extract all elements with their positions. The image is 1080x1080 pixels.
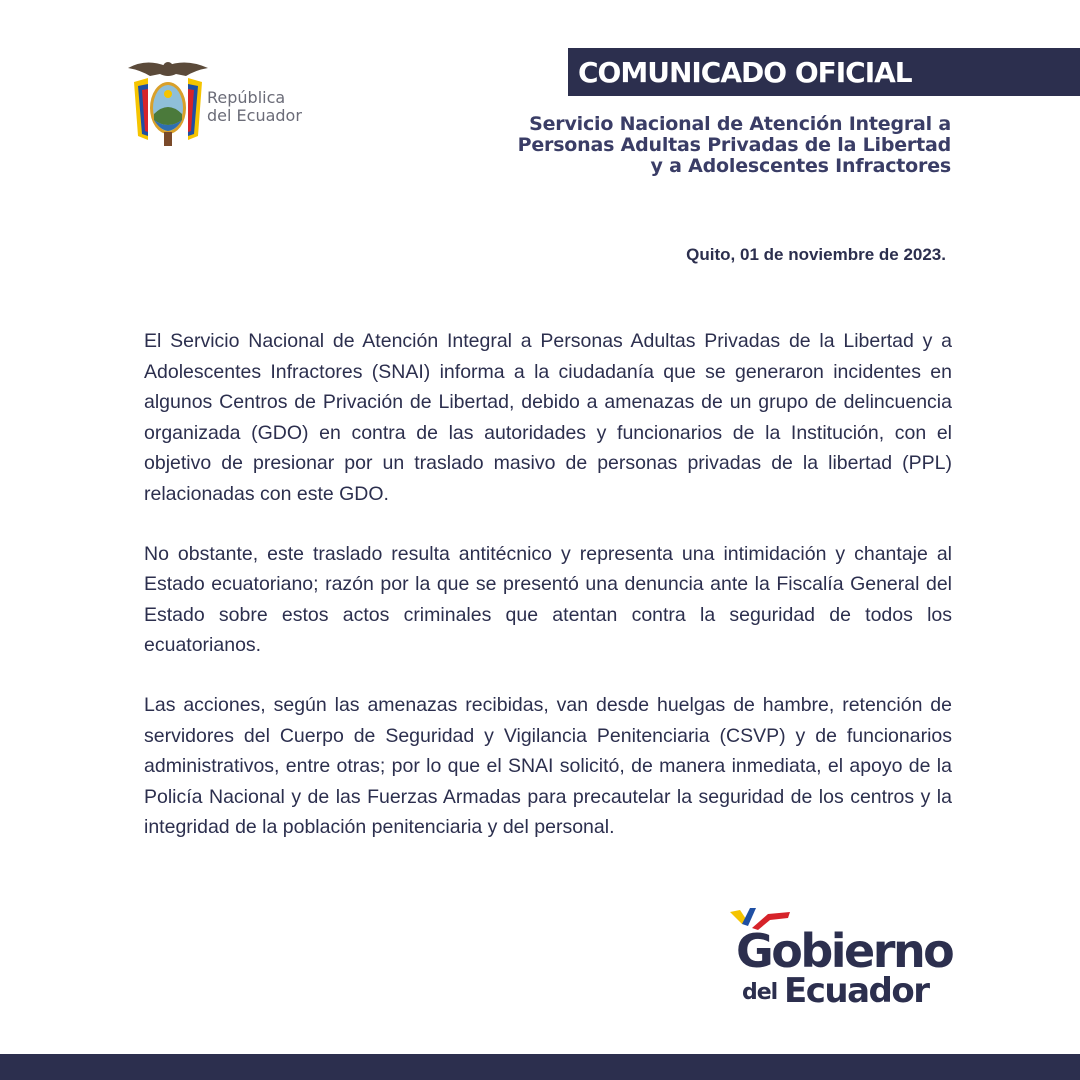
body-paragraph: Las acciones, según las amenazas recibidas, van desde huelgas de hambre, retención de servidores del Cuerpo de Seguridad y Vigilancia Penitenciaria (CSVP) y de funcionarios administrativos, entre otras; por lo que el SNAI solicitó, de manera inmediata, el apoyo de la Policía Nacional y de las Fuerzas Armadas para precautelar la seguridad de los centros y la integridad de la población penitenciaria y del personal.	[144, 693, 952, 839]
date-line: Quito, 01 de noviembre de 2023.	[686, 245, 946, 264]
republica-line: República	[207, 88, 286, 107]
institution-line: y a Adolescentes Infractores	[650, 155, 951, 177]
gobierno-word: Gobierno	[736, 924, 953, 978]
institution-line: Personas Adultas Privadas de la Libertad	[517, 134, 951, 156]
body-paragraph: El Servicio Nacional de Atención Integral a Personas Adultas Privadas de la Libertad y a Adolescentes Infractores (SNAI) informa a la ciudadanía que se generaron incidentes en algunos Centros de Privación de Libertad, debido a amenazas de un grupo de delincuencia organizada (GDO) en contra de las autoridades y funcionarios de la Institución, con el objetivo de presionar por un traslado masivo de personas privadas de la libertad (PPL) relacionadas con este GDO.	[144, 330, 952, 505]
body-paragraph: No obstante, este traslado resulta antitécnico y representa una intimidación y chantaje al Estado ecuatoriano; razón por la que se presentó una denuncia ante la Fiscalía General del Estado sobre estos actos criminales que atentan contra la seguridad de todos los ecuatorianos.	[144, 542, 952, 657]
page-title: COMUNICADO OFICIAL	[578, 56, 912, 89]
institution-name	[431, 114, 951, 177]
republica-label	[207, 89, 327, 125]
gobierno-logo	[726, 906, 956, 1012]
footer-bar	[0, 1054, 1080, 1080]
institution-line: Servicio Nacional de Atención Integral a	[529, 113, 951, 135]
communique-body	[144, 326, 952, 872]
del-word: del	[742, 980, 778, 1005]
coat-of-arms-icon	[126, 56, 210, 148]
republica-line: del Ecuador	[207, 106, 302, 125]
ecuador-word: Ecuador	[784, 971, 929, 1011]
republica-emblem	[126, 56, 326, 152]
